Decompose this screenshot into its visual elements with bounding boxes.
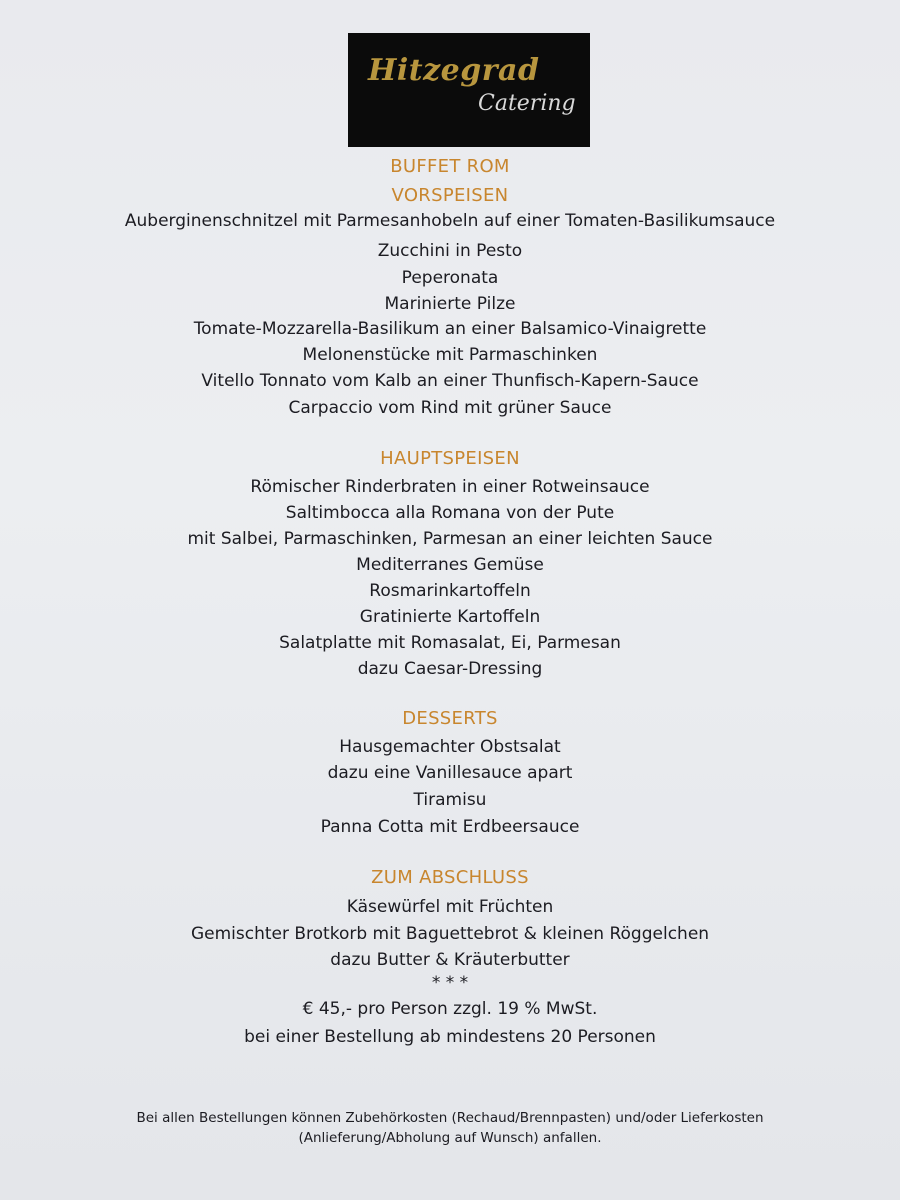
menu-item: Zucchini in Pesto bbox=[377, 241, 523, 261]
menu-item: dazu Butter & Kräuterbutter bbox=[330, 950, 570, 970]
menu-item: mit Salbei, Parmaschinken, Parmesan an einer leichten Sauce bbox=[187, 529, 713, 549]
menu-item: Panna Cotta mit Erdbeersauce bbox=[320, 817, 580, 837]
menu-item: Gemischter Brotkorb mit Baguettebrot & kleinen Röggelchen bbox=[190, 924, 710, 944]
menu-item: Römischer Rinderbraten in einer Rotweinsauce bbox=[250, 477, 650, 497]
footer-note-line2: (Anlieferung/Abholung auf Wunsch) anfallen. bbox=[298, 1130, 602, 1146]
heading-abschluss: ZUM ABSCHLUSS bbox=[371, 867, 529, 888]
menu-item: Tiramisu bbox=[413, 790, 487, 810]
menu-item: Käsewürfel mit Früchten bbox=[346, 897, 554, 917]
footer-note-line1: Bei allen Bestellungen können Zubehörkosten (Rechaud/Brennpasten) und/oder Lieferkosten bbox=[136, 1110, 764, 1126]
menu-item: Peperonata bbox=[401, 268, 499, 288]
heading-hauptspeisen: HAUPTSPEISEN bbox=[380, 448, 520, 469]
menu-item: Marinierte Pilze bbox=[384, 294, 516, 314]
buffet-title: BUFFET ROM bbox=[390, 156, 510, 177]
menu-item: Saltimbocca alla Romana von der Pute bbox=[285, 503, 615, 523]
menu-item: Hausgemachter Obstsalat bbox=[339, 737, 561, 757]
menu-item: Rosmarinkartoffeln bbox=[369, 581, 531, 601]
menu-item: dazu eine Vanillesauce apart bbox=[327, 763, 573, 783]
menu-item: Carpaccio vom Rind mit grüner Sauce bbox=[288, 398, 612, 418]
menu-item: Tomate-Mozzarella-Basilikum an einer Balsamico-Vinaigrette bbox=[193, 319, 707, 339]
menu-item: Salatplatte mit Romasalat, Ei, Parmesan bbox=[279, 633, 621, 653]
menu-item: Melonenstücke mit Parmaschinken bbox=[302, 345, 598, 365]
menu-item: dazu Caesar-Dressing bbox=[357, 659, 543, 679]
menu-item: Auberginenschnitzel mit Parmesanhobeln auf einer Tomaten-Basilikumsauce bbox=[124, 211, 776, 231]
menu-item: Gratinierte Kartoffeln bbox=[359, 607, 541, 627]
minimum-order-text: bei einer Bestellung ab mindestens 20 Personen bbox=[244, 1027, 656, 1047]
logo-name: Hitzegrad bbox=[368, 53, 540, 88]
separator: * * * bbox=[431, 973, 469, 993]
heading-vorspeisen: VORSPEISEN bbox=[391, 185, 509, 206]
catering-logo bbox=[348, 33, 590, 147]
menu-item: Vitello Tonnato vom Kalb an einer Thunfisch-Kapern-Sauce bbox=[201, 371, 699, 391]
heading-desserts: DESSERTS bbox=[402, 708, 498, 729]
menu-item: Mediterranes Gemüse bbox=[356, 555, 544, 575]
logo-sub: Catering bbox=[478, 91, 576, 116]
price-text: € 45,- pro Person zzgl. 19 % MwSt. bbox=[302, 999, 598, 1019]
